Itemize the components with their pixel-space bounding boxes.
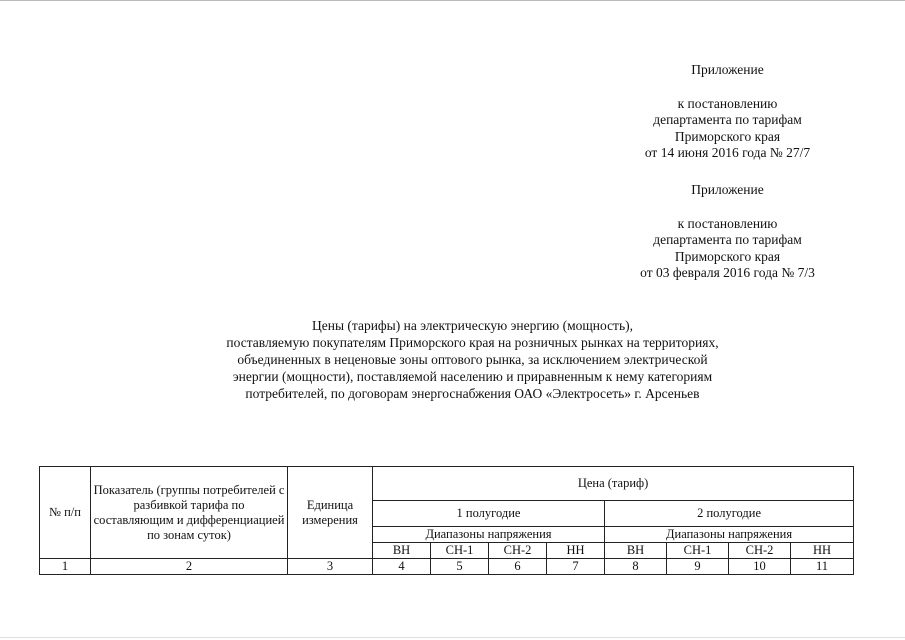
title-line: потребителей, по договорам энергоснабжения ОАО «Электросеть» г. Арсеньев xyxy=(245,386,700,401)
appendix-line: департамента по тарифам xyxy=(653,232,802,247)
appendix-heading: Приложение xyxy=(691,62,764,77)
column-number: 8 xyxy=(605,559,667,575)
column-number: 4 xyxy=(373,559,431,575)
bottom-edge-rule xyxy=(0,637,905,638)
header-row-number: № п/п xyxy=(40,467,91,559)
column-number: 6 xyxy=(489,559,547,575)
column-number: 2 xyxy=(91,559,288,575)
column-number: 1 xyxy=(40,559,91,575)
title-line: Цены (тарифы) на электрическую энергию (мощность), xyxy=(311,318,633,333)
header-voltage-sn2: СН-2 xyxy=(729,543,791,559)
header-voltage-nn: НН xyxy=(547,543,605,559)
column-number: 11 xyxy=(791,559,854,575)
appendix-heading: Приложение xyxy=(691,182,764,197)
header-half-year-2: 2 полугодие xyxy=(605,501,854,527)
header-voltage-vn: ВН xyxy=(605,543,667,559)
header-unit: Единица измерения xyxy=(288,467,373,559)
column-number: 7 xyxy=(547,559,605,575)
column-number: 10 xyxy=(729,559,791,575)
column-number: 3 xyxy=(288,559,373,575)
top-edge-rule xyxy=(0,0,905,1)
header-voltage-nn: НН xyxy=(791,543,854,559)
header-voltage-ranges-1: Диапазоны напряжения xyxy=(373,527,605,543)
spacer xyxy=(600,199,855,216)
appendix-line: к постановлению xyxy=(677,215,778,231)
header-half-year-1: 1 полугодие xyxy=(373,501,605,527)
header-voltage-sn1: СН-1 xyxy=(431,543,489,559)
header-indicator: Показатель (группы потребителей с разбивкой тарифа по составляющим и дифференциацией по зонам суток) xyxy=(91,467,288,559)
column-number: 5 xyxy=(431,559,489,575)
header-voltage-ranges-2: Диапазоны напряжения xyxy=(605,527,854,543)
appendix-line: департамента по тарифам xyxy=(653,112,802,127)
appendix-block-original xyxy=(600,182,855,282)
header-voltage-sn2: СН-2 xyxy=(489,543,547,559)
title-line: энергии (мощности), поставляемой населению и приравненным к нему категориям xyxy=(232,369,713,384)
title-line: поставляемую покупателям Приморского края на розничных рынках на территориях, xyxy=(226,335,719,350)
appendix-date-number: от 03 февраля 2016 года № 7/3 xyxy=(640,265,815,280)
header-voltage-sn1: СН-1 xyxy=(667,543,729,559)
appendix-line: Приморского края xyxy=(674,128,781,144)
appendix-line: Приморского края xyxy=(674,248,781,264)
appendix-line: к постановлению xyxy=(677,95,778,111)
appendix-block-current xyxy=(600,62,855,162)
spacer xyxy=(600,79,855,96)
document-title xyxy=(160,317,785,402)
column-numbering-row xyxy=(40,559,854,575)
title-line: объединенных в неценовые зоны оптового рынка, за исключением электрической xyxy=(237,352,708,367)
tariff-table xyxy=(39,466,854,575)
header-price-tariff: Цена (тариф) xyxy=(373,467,854,501)
column-number: 9 xyxy=(667,559,729,575)
header-voltage-vn: ВН xyxy=(373,543,431,559)
appendix-date-number: от 14 июня 2016 года № 27/7 xyxy=(644,145,811,160)
